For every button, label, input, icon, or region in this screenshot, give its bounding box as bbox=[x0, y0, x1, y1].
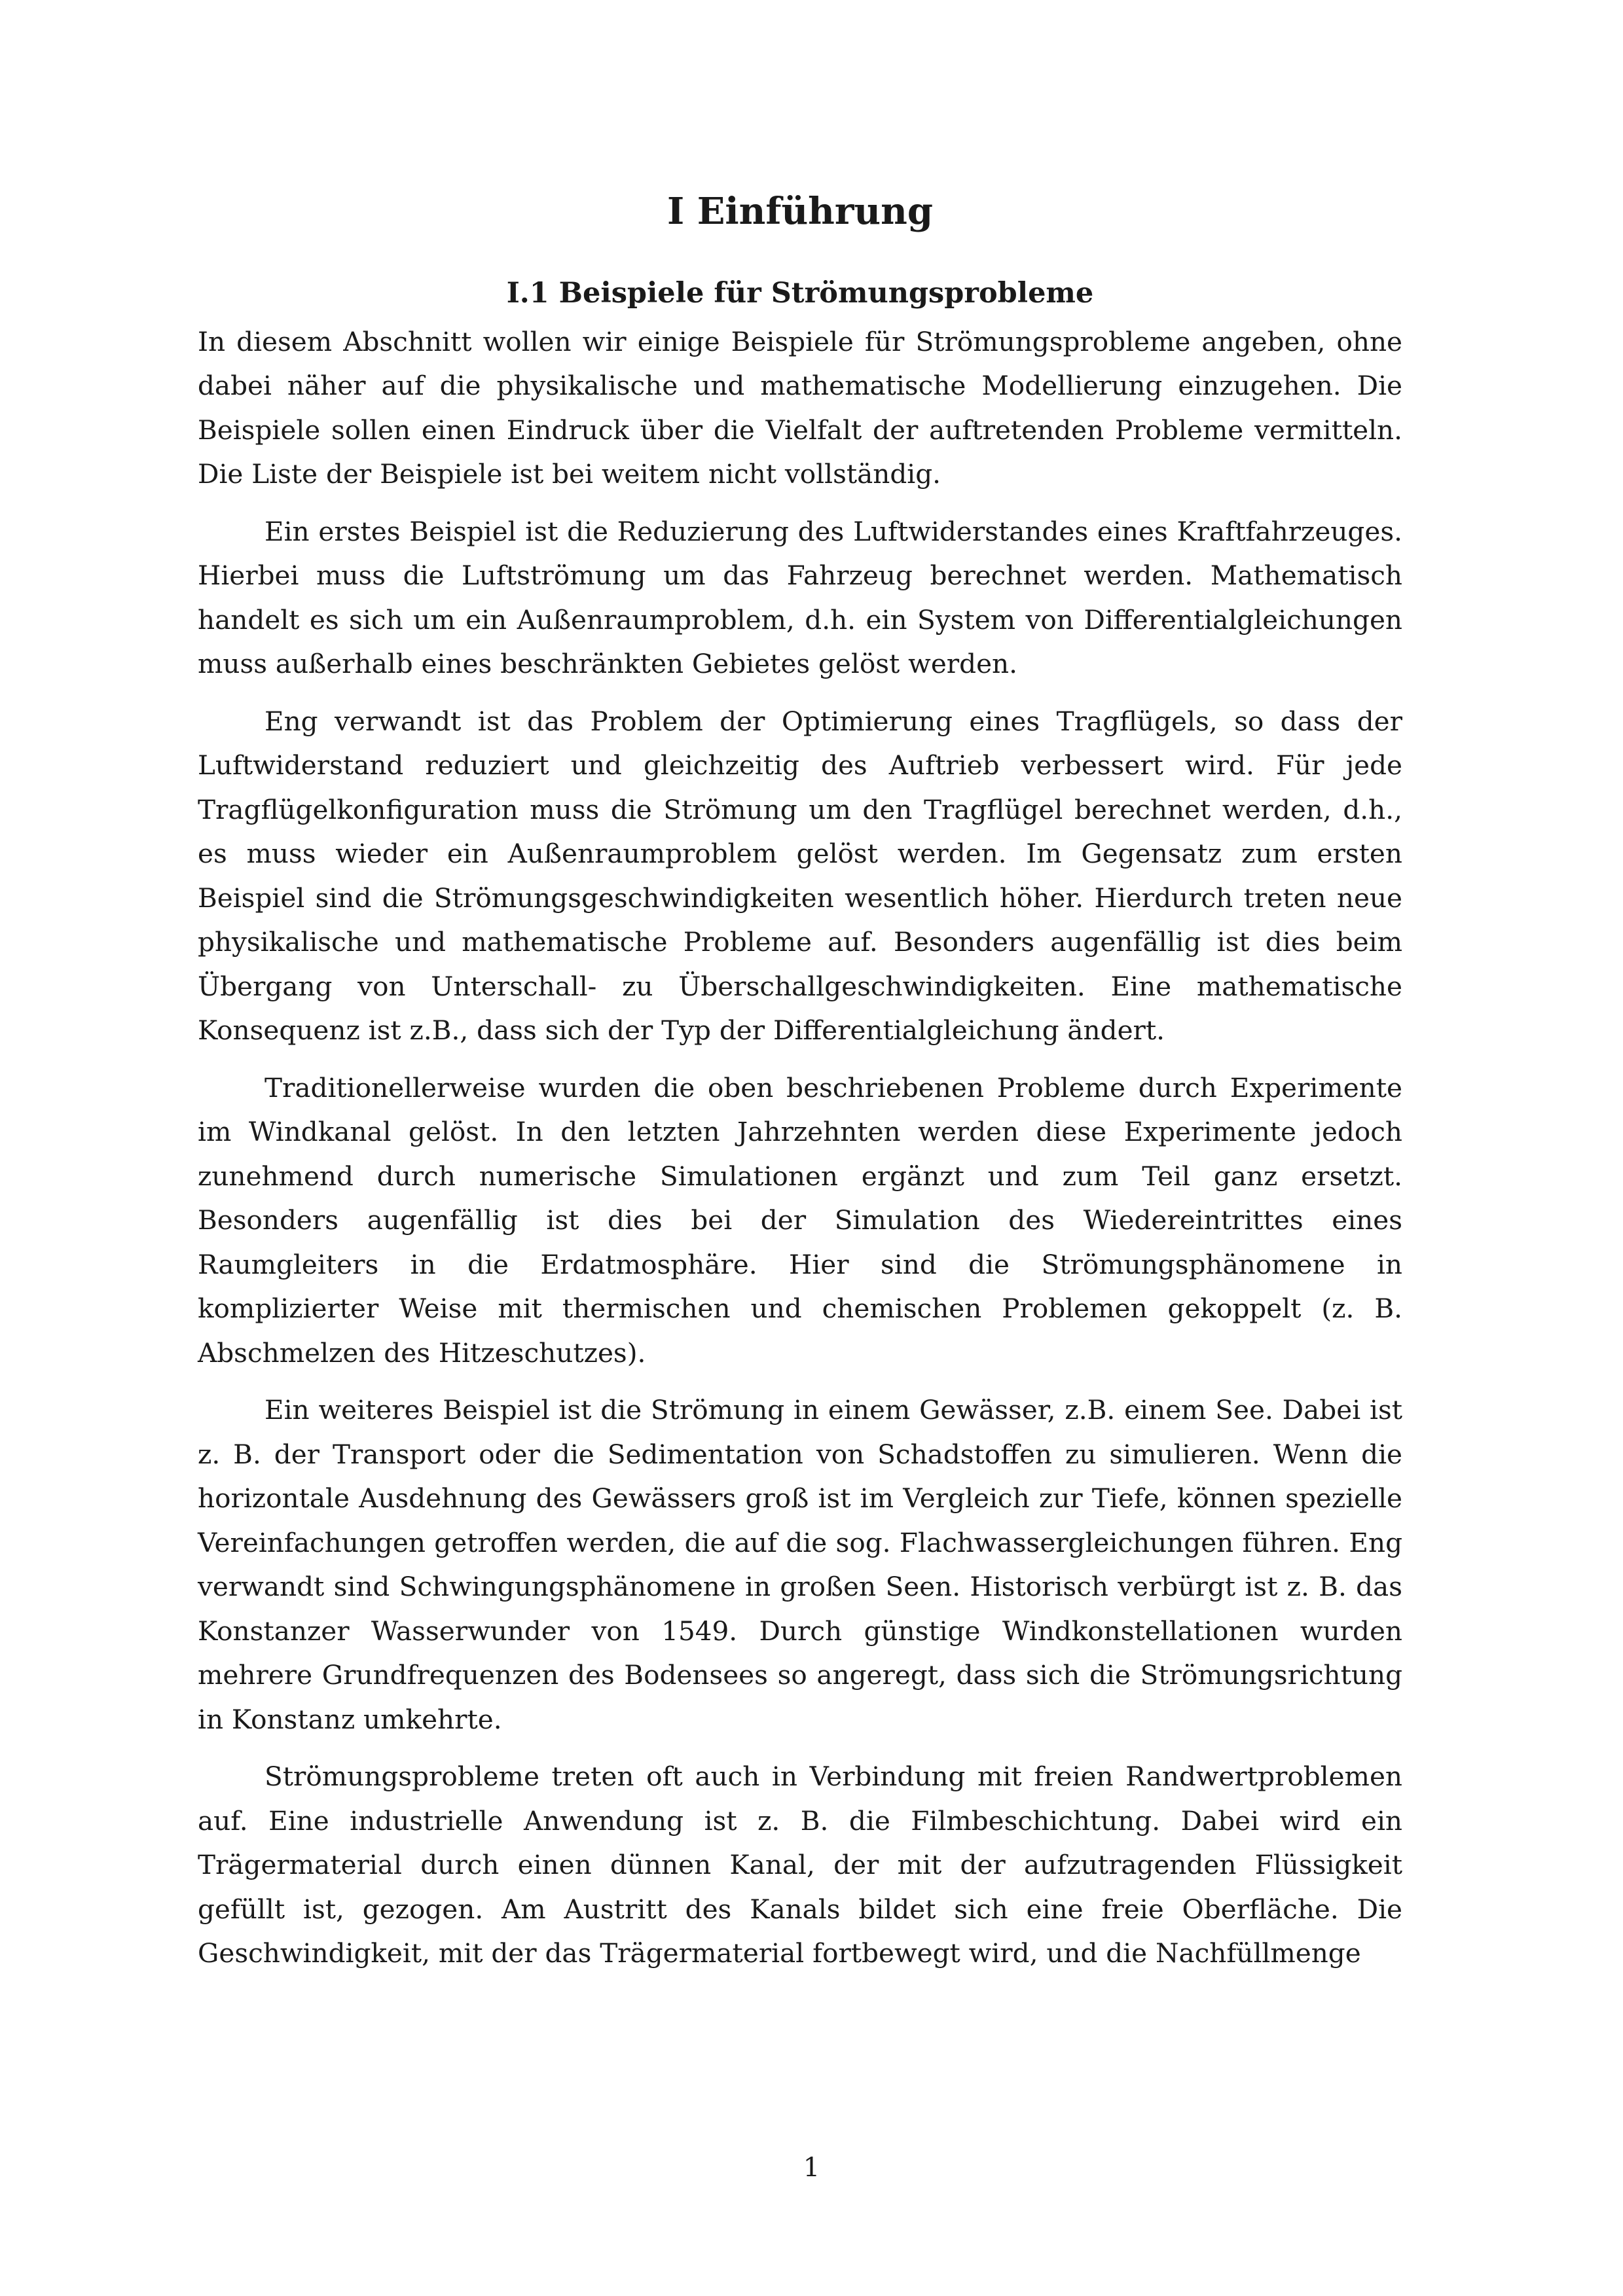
paragraph-gewaesser: Ein weiteres Beispiel ist die Strömung in einem Gewässer, z.B. einem See. Dabei ist z. B. der Transport oder die Sedimentation von Schadstoffen zu simulieren. Wenn die horizontale Ausdehnung des Gewässers groß ist im Vergleich zur Tiefe, können spezielle Vereinfachungen getroffen werden, die auf die sog. Flachwassergleichungen führen. Eng verwandt sind Schwingungsphänomene in großen Seen. Historisch verbürgt ist z. B. das Konstanzer Wasserwunder von 1549. Durch günstige Windkonstellationen wurden mehrere Grundfrequenzen des Bodensees so angeregt, dass sich die Strömungsrichtung in Konstanz umkehrte. bbox=[198, 1394, 1402, 1735]
paragraph-tragfluegel: Eng verwandt ist das Problem der Optimierung eines Tragflügels, so dass der Luftwiderstand reduziert und gleichzeitig des Auftrieb verbessert wird. Für jede Tragflügelkonfiguration muss die Strömung um den Tragflügel berechnet werden, d.h., es muss wieder ein Außenraumproblem gelöst werden. Im Gegensatz zum ersten Beispiel sind die Strömungsgeschwindigkeiten wesentlich höher. Hierdurch treten neue physikalische und mathematische Probleme auf. Besonders augenfällig ist dies beim Übergang von Unterschall- zu Überschallgeschwindigkeiten. Eine mathematische Konsequenz ist z.B., dass sich der Typ der Differentialgleichung ändert. bbox=[198, 705, 1402, 1047]
section-title: I.1 Beispiele für Strömungsprobleme bbox=[506, 277, 1094, 310]
page-content bbox=[198, 190, 1402, 1989]
paragraph-intro: In diesem Abschnitt wollen wir einige Beispiele für Strömungsprobleme angeben, ohne dabei näher auf die physikalische und mathematische Modellierung einzugehen. Die Beispiele sollen einen Eindruck über die Vielfalt der auftretenden Probleme vermitteln. Die Liste der Beispiele ist bei weitem nicht vollständig. bbox=[198, 325, 1402, 490]
chapter-title: I Einführung bbox=[667, 190, 933, 233]
paragraph-randwertprobleme: Strömungsprobleme treten oft auch in Verbindung mit freien Randwertproblemen auf. Eine industrielle Anwendung ist z. B. die Filmbeschichtung. Dabei wird ein Trägermaterial durch einen dünnen Kanal, der mit der aufzutragenden Flüssigkeit gefüllt ist, gezogen. Am Austritt des Kanals bildet sich eine freie Oberfläche. Die Geschwindigkeit, mit der das Trägermaterial fortbewegt wird, und die Nachfüllmenge bbox=[198, 1761, 1402, 1969]
page-number: 1 bbox=[803, 2153, 820, 2183]
paragraph-kraftfahrzeug: Ein erstes Beispiel ist die Reduzierung des Luftwiderstandes eines Kraftfahrzeuges. Hierbei muss die Luftströmung um das Fahrzeug berechnet werden. Mathematisch handelt es sich um ein Außenraumproblem, d.h. ein System von Differentialgleichungen muss außerhalb eines beschränkten Gebietes gelöst werden. bbox=[198, 515, 1402, 680]
paragraph-windkanal: Traditionellerweise wurden die oben beschriebenen Probleme durch Experimente im Windkanal gelöst. In den letzten Jahrzehnten werden diese Experimente jedoch zunehmend durch numerische Simulationen ergänzt und zum Teil ganz ersetzt. Besonders augenfällig ist dies bei der Simulation des Wiedereintrittes eines Raumgleiters in die Erdatmosphäre. Hier sind die Strömungsphänomene in komplizierter Weise mit thermischen und chemischen Problemen gekoppelt (z. B. Abschmelzen des Hitzeschutzes). bbox=[198, 1071, 1402, 1369]
